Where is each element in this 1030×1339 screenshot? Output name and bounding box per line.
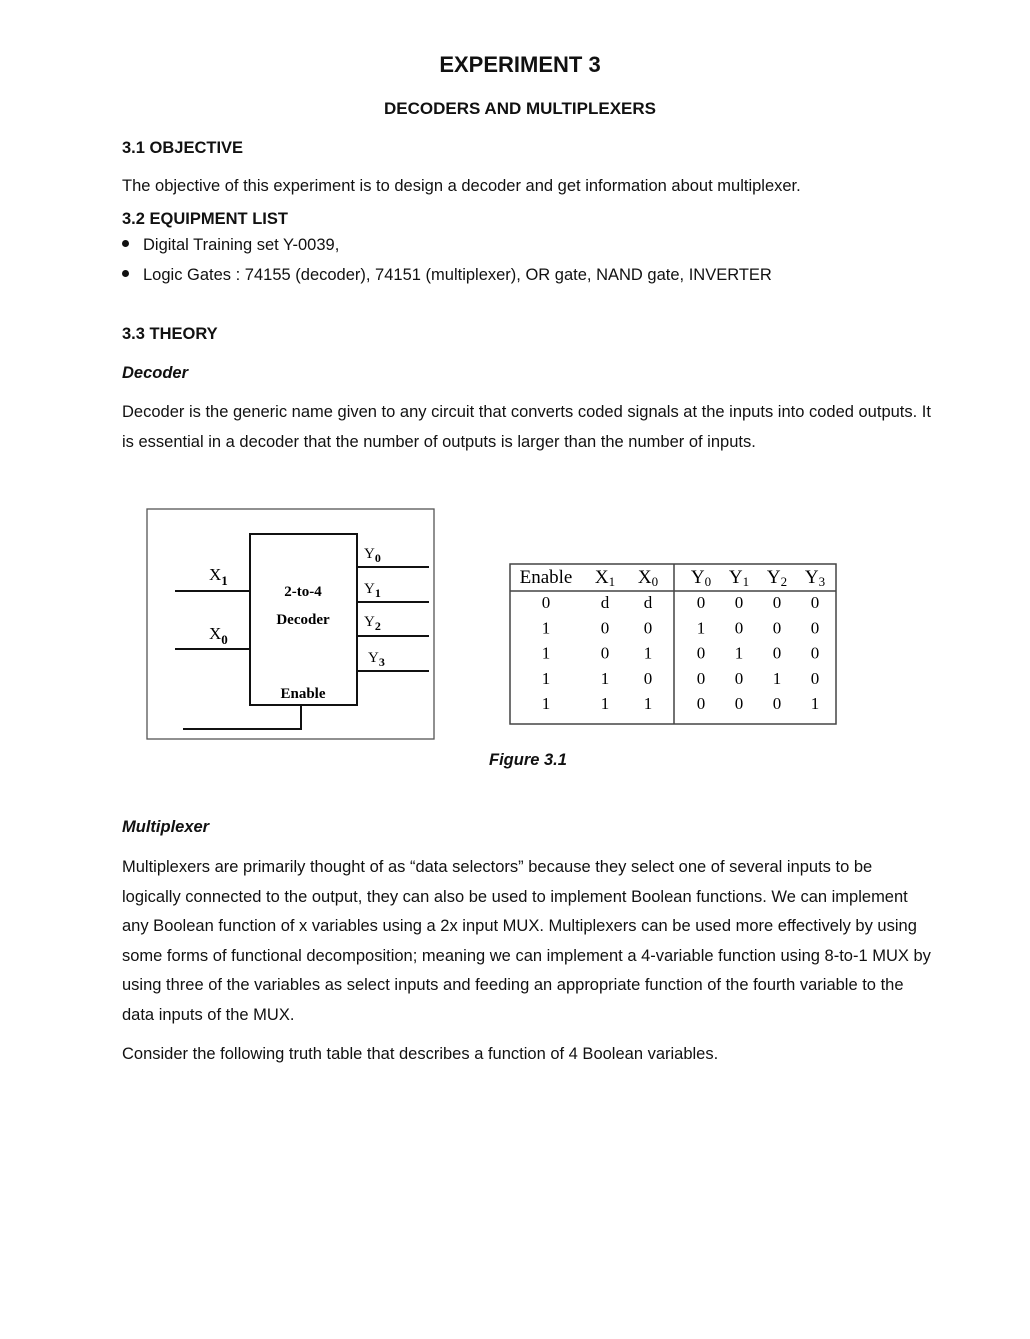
truth-table-cell: 0 [772, 593, 782, 612]
page-subtitle: DECODERS AND MULTIPLEXERS [383, 99, 657, 118]
enable-label: Enable [280, 686, 326, 702]
truth-table-cell: 1 [643, 643, 653, 663]
truth-table-cell: 0 [810, 668, 820, 688]
decoder-block-diagram [146, 508, 436, 741]
truth-table-cell: 0 [541, 593, 551, 612]
truth-table-cell: 0 [772, 643, 782, 663]
equipment-heading: 3.2 EQUIPMENT LIST [122, 210, 288, 228]
theory-heading: 3.3 THEORY [122, 325, 218, 343]
truth-table-cell: 1 [541, 643, 551, 663]
truth-table-header: X1 [594, 567, 616, 589]
equipment-item [122, 266, 772, 285]
truth-table-cell: 0 [696, 643, 706, 663]
truth-table-cell: 0 [734, 593, 744, 612]
figure-caption: Figure 3.1 [489, 751, 567, 769]
multiplexer-text: Multiplexers are primarily thought of as “data selectors” because they select one of several inputs to be logically connected to the output, they can also be used to implement Boolean functions. We can implement any Boolean function of x variables using a 2x input MUX. Multiplexers can be used more effectively by using some forms of functional decomposition; meaning we can implement a 4-variable function using 8-to-1 MUX by using three of the variables as select inputs and feeding an appropriate function of the fourth variable to the data inputs of the MUX. [122, 858, 931, 1024]
output-label-y1: $Y_1$ [364, 581, 381, 600]
bullet-icon [122, 240, 129, 247]
truth-table-cell: 0 [810, 618, 820, 638]
truth-table-cell: 0 [643, 668, 653, 688]
truth-table-cell: 1 [643, 694, 653, 714]
truth-table-cell: d [643, 593, 653, 612]
truth-table-cell: 1 [541, 694, 551, 714]
truth-table-cell: 0 [772, 694, 782, 714]
truth-table-cell: 0 [810, 593, 820, 612]
truth-table-cell: 0 [696, 668, 706, 688]
truth-table-header: Y3 [804, 567, 826, 589]
truth-table-cell: 0 [772, 618, 782, 638]
objective-text: The objective of this experiment is to design a decoder and get information about multiplexer. [122, 177, 801, 195]
multiplexer-heading: Multiplexer [122, 818, 210, 836]
truth-table-cell: 1 [734, 643, 744, 663]
decoder-label-line2: Decoder [276, 612, 330, 628]
truth-table-cell: 1 [772, 668, 782, 688]
truth-table-cell: 1 [600, 694, 610, 714]
equipment-item [122, 236, 339, 255]
decoder-heading: Decoder [122, 364, 189, 382]
bullet-icon [122, 270, 129, 277]
decoder-text: Decoder is the generic name given to any circuit that converts coded signals at the inputs into coded outputs. It is essential in a decoder that the number of outputs is larger than the number of inputs. [122, 403, 931, 451]
truth-table-header: Enable [519, 567, 573, 588]
truth-table-cell: 0 [810, 643, 820, 663]
input-label-x1: $X_1$ [209, 565, 228, 588]
truth-table-cell: 1 [696, 618, 706, 638]
output-label-y0: $Y_0$ [364, 546, 381, 565]
truth-table-header: X0 [637, 567, 659, 589]
input-label-x0: $X_0$ [209, 624, 228, 647]
truth-table-cell: 1 [810, 694, 820, 714]
truth-table-cell: 1 [600, 668, 610, 688]
decoder-label-line1: 2-to-4 [284, 584, 322, 600]
objective-heading: 3.1 OBJECTIVE [122, 139, 244, 157]
equipment-item-label: Logic Gates : 74155 (decoder), 74151 (multiplexer), OR gate, NAND gate, INVERTER [143, 266, 772, 284]
decoder-truth-table [508, 562, 840, 728]
page-title: EXPERIMENT 3 [439, 52, 601, 77]
output-label-y3: $Y_3$ [368, 650, 385, 669]
truth-table-cell: 0 [734, 694, 744, 714]
truth-table-header: Y1 [728, 567, 750, 589]
consider-text: Consider the following truth table that describes a function of 4 Boolean variables. [122, 1045, 719, 1063]
output-label-y2: $Y_2$ [364, 614, 381, 633]
truth-table-cell: 0 [734, 668, 744, 688]
truth-table-cell: 1 [541, 618, 551, 638]
truth-table-cell: 1 [541, 668, 551, 688]
truth-table-cell: d [600, 593, 610, 612]
equipment-item-label: Digital Training set Y-0039, [143, 236, 340, 254]
truth-table-cell: 0 [696, 593, 706, 612]
truth-table-cell: 0 [696, 694, 706, 714]
truth-table-header: Y0 [690, 567, 712, 589]
truth-table-cell: 0 [734, 618, 744, 638]
truth-table-cell: 0 [600, 618, 610, 638]
truth-table-header: Y2 [766, 567, 788, 589]
truth-table-cell: 0 [600, 643, 610, 663]
truth-table-cell: 0 [643, 618, 653, 638]
